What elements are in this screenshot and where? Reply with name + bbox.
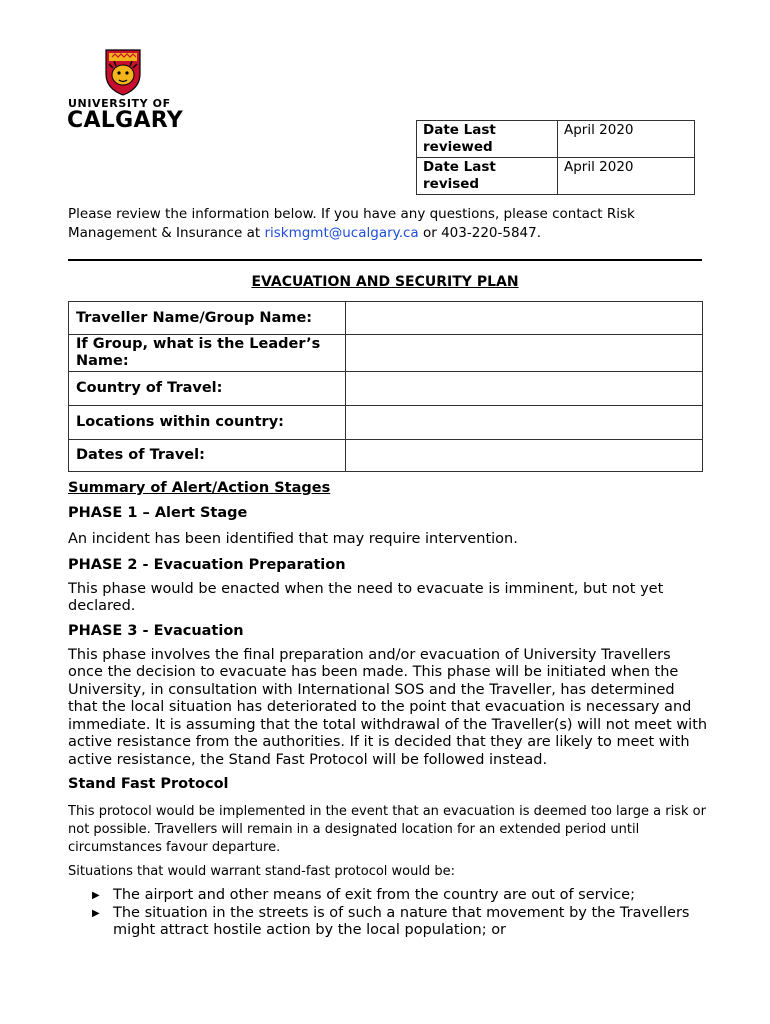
list-item [90,887,708,905]
phase1-title: PHASE 1 – Alert Stage [68,505,248,521]
situations-list [68,887,708,940]
table-row [417,121,695,158]
phase3-text: This phase involves the final preparation and/or evacuation of University Travellers once the decision to evacuate has been made. This phase will be initiated when the University, in consultation with International SOS and the Traveller, has determined that the local situation has deteriorated to the point that evacuation is necessary and immediate. It is assuming that the total withdrawal of the Traveller(s) will not meet with active resistance from the authorities. If it is decided that they are likely to meet with active resistance, the Stand Fast Protocol will be followed instead. [68,646,708,768]
table-row [417,158,695,195]
country-of-travel-label: Country of Travel: [69,372,346,406]
plan-title: EVACUATION AND SECURITY PLAN [251,274,519,290]
stand-fast-text: This protocol would be implemented in the event that an evacuation is deemed too large a risk or not possible. Travellers will remain in a designated location for an extended period until circumstances favour departure. [68,804,706,855]
date-last-reviewed-value: April 2020 [558,121,695,158]
table-row [69,406,703,440]
date-last-reviewed-label: Date Last reviewed [417,121,558,158]
date-last-revised-label: Date Last revised [417,158,558,195]
intro-text-before: Please review the information below. If you have any questions, please contact Risk Management & Insurance at [68,206,635,241]
risk-email-link[interactable]: riskmgmt@ucalgary.ca [264,225,419,241]
phase2-text: This phase would be enacted when the need to evacuate is imminent, but not yet declared. [68,580,664,614]
stand-fast-title: Stand Fast Protocol [68,776,229,792]
intro-paragraph [68,205,708,243]
bullet-text: The airport and other means of exit from the country are out of service; [113,887,635,903]
phase2-title: PHASE 2 - Evacuation Preparation [68,556,346,573]
dates-of-travel-field[interactable] [346,440,703,472]
dates-of-travel-label: Dates of Travel: [69,440,346,472]
bullet-arrow-icon: ▶ [92,907,100,919]
university-crest-icon [104,46,142,96]
bullet-text: The situation in the streets is of such a nature that movement by the Travellers might attract hostile action by the local population; or [113,904,690,938]
review-dates-table [416,120,695,195]
table-row [69,372,703,406]
country-of-travel-field[interactable] [346,372,703,406]
group-leader-label: If Group, what is the Leader’s Name: [69,335,346,372]
traveller-name-label: Traveller Name/Group Name: [69,302,346,335]
table-row [69,335,703,372]
summary-heading: Summary of Alert/Action Stages [68,480,331,496]
traveller-info-table [68,301,703,472]
date-last-revised-value: April 2020 [558,158,695,195]
list-item [90,905,708,940]
logo-line-university-of: UNIVERSITY OF [68,97,171,110]
table-row [69,302,703,335]
phase3-title: PHASE 3 - Evacuation [68,622,244,639]
group-leader-field[interactable] [346,335,703,372]
table-row [69,440,703,472]
plan-body [68,478,708,940]
traveller-name-field[interactable] [346,302,703,335]
bullet-arrow-icon: ▶ [92,890,100,901]
locations-label: Locations within country: [69,406,346,440]
section-divider [68,259,702,261]
intro-text-after: or 403-220-5847. [418,225,542,241]
logo-line-calgary: CALGARY [67,108,184,133]
phase1-text: An incident has been identified that may require intervention. [68,531,518,547]
situations-intro: Situations that would warrant stand-fast protocol would be: [68,864,455,879]
locations-field[interactable] [346,406,703,440]
